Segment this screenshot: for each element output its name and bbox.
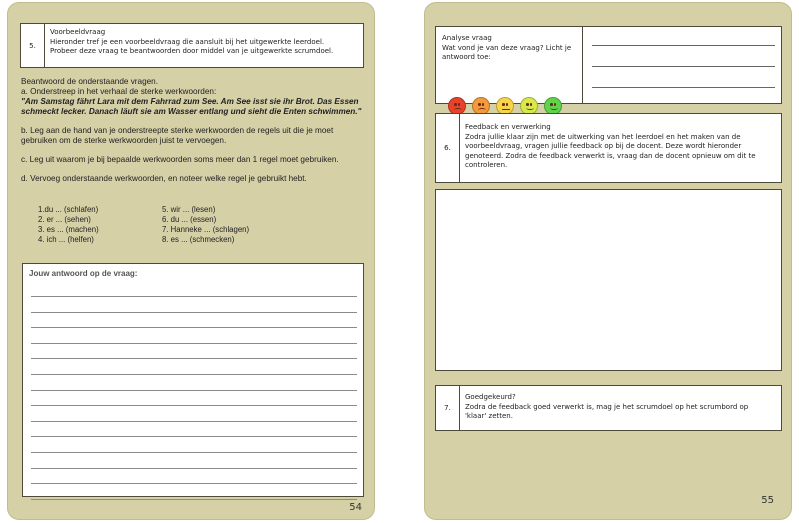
analysis-title: Analyse vraag bbox=[442, 34, 492, 42]
answer-line[interactable] bbox=[31, 452, 357, 453]
answer-line[interactable] bbox=[31, 468, 357, 469]
question-7-text bbox=[465, 393, 777, 422]
question-7-box bbox=[435, 385, 782, 431]
question-line: controleren. bbox=[465, 161, 508, 170]
analysis-line: Wat vond je van deze vraag? Licht je bbox=[442, 43, 572, 52]
question-title: Feedback en verwerking bbox=[465, 123, 551, 131]
questions-block bbox=[21, 77, 366, 184]
smiley-mouth bbox=[478, 108, 486, 112]
verb-item: 6. du ... (essen) bbox=[162, 215, 217, 224]
answer-line[interactable] bbox=[592, 66, 775, 67]
question-title: Goedgekeurd? bbox=[465, 393, 516, 401]
question-d: d. Vervoeg onderstaande werkwoorden, en noteer welke regel je gebruikt hebt. bbox=[21, 174, 307, 183]
question-line: Zodra de feedback goed verwerkt is, mag je het scrumdoel op het scrumbord op bbox=[465, 402, 749, 411]
answer-line[interactable] bbox=[592, 45, 775, 46]
smiley-mouth bbox=[454, 108, 462, 112]
question-line: 'klaar' zetten. bbox=[465, 412, 513, 421]
answer-line[interactable] bbox=[31, 312, 357, 313]
question-6-text bbox=[465, 123, 777, 171]
feedback-box[interactable] bbox=[435, 189, 782, 371]
verb-item: 7. Hanneke ... (schlagen) bbox=[162, 225, 250, 234]
page-55 bbox=[424, 2, 792, 520]
question-title: Voorbeeldvraag bbox=[50, 28, 106, 36]
question-5-box bbox=[20, 23, 364, 68]
verb-item: 8. es ... (schmecken) bbox=[162, 235, 235, 244]
answer-line[interactable] bbox=[31, 343, 357, 344]
answer-line[interactable] bbox=[592, 87, 775, 88]
smiley-mouth bbox=[526, 106, 534, 110]
analysis-question-cell bbox=[436, 27, 583, 103]
question-line: Hieronder tref je een voorbeeldvraag die aansluit bij het uitgewerkte leerdoel. bbox=[50, 37, 325, 46]
question-number: 7. bbox=[436, 386, 460, 430]
question-b-line: gebruiken om de sterke werkwoorden juist te vervoegen. bbox=[21, 136, 227, 145]
answer-line[interactable] bbox=[31, 436, 357, 437]
story-line: schmeckt lecker. Danach läuft sie am Wasser entlang und sieht die Enten schwimmen." bbox=[21, 107, 362, 116]
story-line: "Am Samstag fährt Lara mit dem Fahrrad zum See. Am See isst sie ihr Brot. Das Essen bbox=[21, 97, 359, 106]
question-a-label: a. Onderstreep in het verhaal de sterke werkwoorden: bbox=[21, 87, 217, 96]
answer-line[interactable] bbox=[31, 327, 357, 328]
question-b-line: b. Leg aan de hand van je onderstreepte sterke werkwoorden de regels uit die je moet bbox=[21, 126, 334, 135]
question-line: voorbeeldvraag, vragen jullie feedback op bij de docent. Deze wordt hieronder bbox=[465, 142, 742, 151]
answer-title: Jouw antwoord op de vraag: bbox=[29, 269, 138, 278]
question-c: c. Leg uit waarom je bij bepaalde werkwoorden soms meer dan 1 regel moet gebruiken. bbox=[21, 155, 339, 164]
verb-item: 3. es ... (machen) bbox=[38, 225, 99, 234]
answer-line[interactable] bbox=[31, 358, 357, 359]
answer-line[interactable] bbox=[31, 483, 357, 484]
page-number: 55 bbox=[761, 495, 774, 506]
question-line: Probeer deze vraag te beantwoorden door middel van je uitgewerkte scrumdoel. bbox=[50, 47, 334, 56]
question-line: Zodra jullie klaar zijn met de uitwerking van het leerdoel en het maken van de bbox=[465, 132, 741, 141]
analysis-text bbox=[442, 34, 571, 63]
answer-line[interactable] bbox=[31, 499, 357, 500]
intro-text: Beantwoord de onderstaande vragen. bbox=[21, 77, 159, 86]
question-6-box bbox=[435, 113, 782, 183]
page-number: 54 bbox=[349, 502, 362, 513]
answer-line[interactable] bbox=[31, 296, 357, 297]
question-5-text bbox=[50, 28, 359, 57]
analysis-box bbox=[435, 26, 782, 104]
question-line: genoteerd. Zodra de feedback verwerkt is, vraag dan de docent opnieuw om dit te bbox=[465, 151, 756, 160]
verb-item: 4. ich ... (helfen) bbox=[38, 235, 94, 244]
answer-line[interactable] bbox=[31, 421, 357, 422]
page-54 bbox=[7, 2, 375, 520]
analysis-line: antwoord toe: bbox=[442, 53, 491, 62]
smiley-mouth bbox=[550, 106, 558, 110]
answer-line[interactable] bbox=[31, 405, 357, 406]
answer-line[interactable] bbox=[31, 374, 357, 375]
verb-item: 5. wir ... (lesen) bbox=[162, 205, 216, 214]
question-number: 6. bbox=[436, 114, 460, 182]
answer-line[interactable] bbox=[31, 390, 357, 391]
question-number: 5. bbox=[21, 24, 45, 67]
verb-item: 2. er ... (sehen) bbox=[38, 215, 91, 224]
verb-item: 1.du ... (schlafen) bbox=[38, 205, 99, 214]
answer-box[interactable] bbox=[22, 263, 364, 497]
